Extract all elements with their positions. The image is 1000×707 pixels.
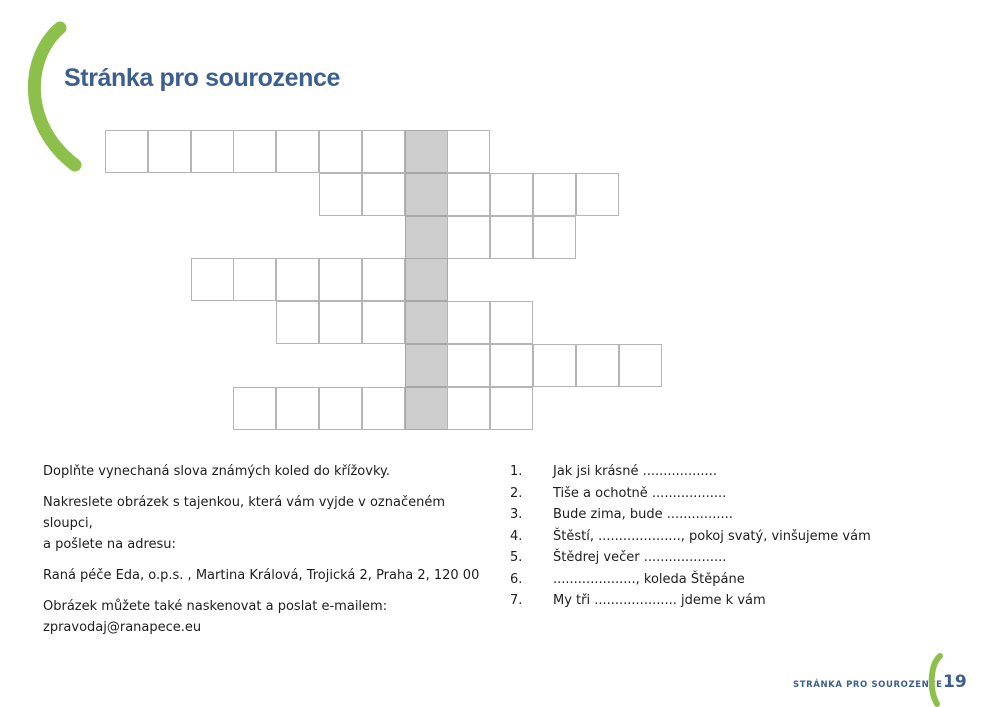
crossword-cell[interactable] (447, 216, 490, 259)
clue-number: 1. (510, 464, 523, 479)
clue-text: My tři .................... jdeme k vám (553, 593, 766, 608)
crossword-cell[interactable] (576, 173, 619, 216)
crossword-solution-cell[interactable] (405, 130, 448, 173)
clue-text: Bude zima, bude ................ (553, 507, 733, 522)
crossword-cell[interactable] (276, 130, 319, 173)
clue-number: 4. (510, 528, 523, 544)
crossword-cell[interactable] (319, 387, 362, 430)
crossword-cell[interactable] (533, 216, 576, 259)
crossword-solution-cell[interactable] (405, 344, 448, 387)
page-number: 19 (943, 672, 967, 692)
email-instruction: Obrázek můžete také naskenovat a poslat e-mailem: zpravodaj@ranapece.eu (43, 599, 388, 635)
crossword-cell[interactable] (233, 130, 276, 173)
clue-item (510, 569, 871, 591)
instruction-fill-in: Doplňte vynechaná slova známých koled do křížovky. (43, 464, 390, 479)
crossword-cell[interactable] (319, 130, 362, 173)
instruction-draw: Nakreslete obrázek s tajenkou, která vám vyjde v označeném sloupci, a pošlete na adresu: (43, 495, 445, 552)
crossword-cell[interactable] (362, 130, 405, 173)
clue-number: 6. (510, 571, 523, 587)
clue-text: ...................., koleda Štěpáne (553, 571, 745, 587)
clue-item (510, 483, 871, 505)
crossword-cell[interactable] (319, 301, 362, 344)
clue-item (510, 504, 871, 526)
clue-list (510, 461, 871, 612)
crossword-cell[interactable] (191, 130, 234, 173)
clue-item (510, 590, 871, 612)
crossword-cell[interactable] (490, 216, 533, 259)
crossword-cell[interactable] (319, 258, 362, 301)
crossword-solution-cell[interactable] (405, 387, 448, 430)
clue-number: 7. (510, 593, 523, 608)
postal-address: Raná péče Eda, o.p.s. , Martina Králová, Trojická 2, Praha 2, 120 00 (43, 568, 480, 583)
crossword-cell[interactable] (148, 130, 191, 173)
crossword-cell[interactable] (447, 344, 490, 387)
crossword-cell[interactable] (362, 173, 405, 216)
crossword-solution-cell[interactable] (405, 258, 448, 301)
crossword-cell[interactable] (233, 258, 276, 301)
crossword-cell[interactable] (447, 301, 490, 344)
crossword-solution-cell[interactable] (405, 216, 448, 259)
clue-text: Jak jsi krásné .................. (553, 464, 717, 479)
crossword-cell[interactable] (191, 258, 234, 301)
crossword-cell[interactable] (490, 344, 533, 387)
clue-text: Tiše a ochotně .................. (553, 485, 727, 501)
footer-section-label: STRÁNKA PRO SOUROZENCE (793, 680, 943, 690)
crossword-cell[interactable] (105, 130, 148, 173)
clue-text: Štědrej večer .................... (553, 550, 727, 565)
decorative-arc (0, 0, 110, 190)
clue-number: 2. (510, 485, 523, 501)
crossword-cell[interactable] (362, 258, 405, 301)
crossword-cell[interactable] (533, 173, 576, 216)
crossword-cell[interactable] (276, 387, 319, 430)
clue-item (510, 547, 871, 569)
crossword-cell[interactable] (490, 173, 533, 216)
crossword-cell[interactable] (619, 344, 662, 387)
crossword-cell[interactable] (319, 173, 362, 216)
crossword-cell[interactable] (362, 301, 405, 344)
crossword-cell[interactable] (447, 173, 490, 216)
crossword-cell[interactable] (533, 344, 576, 387)
crossword-cell[interactable] (490, 301, 533, 344)
crossword-solution-cell[interactable] (405, 173, 448, 216)
crossword-cell[interactable] (576, 344, 619, 387)
crossword-cell[interactable] (447, 387, 490, 430)
clue-item (510, 526, 871, 548)
crossword-cell[interactable] (276, 258, 319, 301)
crossword-cell[interactable] (362, 387, 405, 430)
clue-number: 3. (510, 507, 523, 522)
clue-number: 5. (510, 550, 523, 565)
crossword-cell[interactable] (233, 387, 276, 430)
crossword-cell[interactable] (276, 301, 319, 344)
instructions (43, 461, 483, 648)
page-title: Stránka pro sourozence (64, 64, 341, 92)
crossword-cell[interactable] (490, 387, 533, 430)
clue-item (510, 461, 871, 483)
clue-text: Štěstí, ...................., pokoj svatý, vinšujeme vám (553, 528, 871, 544)
crossword-cell[interactable] (447, 130, 490, 173)
crossword-solution-cell[interactable] (405, 301, 448, 344)
